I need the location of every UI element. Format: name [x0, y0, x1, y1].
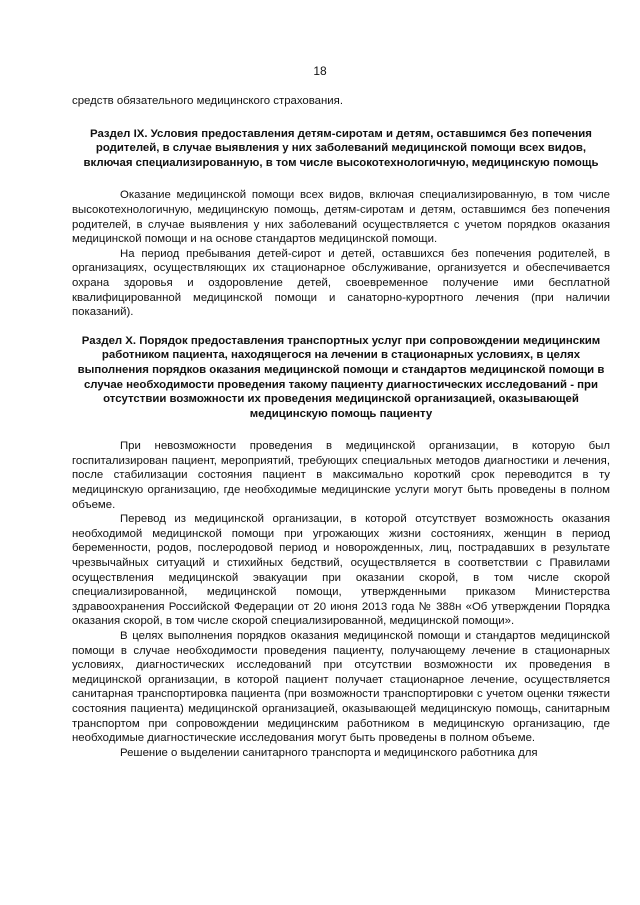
page-content — [72, 94, 610, 760]
section-9-paragraph: Оказание медицинской помощи всех видов, включая специализированную, в том числе высокотехнологичную, медицинскую помощь, детям-сиротам и детям, оставшимся без попечения родителей, в случае выявления у них заболеваний осуществляется с учетом порядков оказания медицинской помощи и на основе стандартов медицинской помощи. — [72, 189, 610, 246]
section-9-heading: Раздел IX. Условия предоставления детям-сиротам и детям, оставшимся без попечения родителей, в случае выявления у них заболеваний медицинской помощи всех видов, включая специализированную, в том числе высокотехнологичную, медицинскую помощь — [83, 127, 599, 169]
section-10-paragraph: В целях выполнения порядков оказания медицинской помощи и стандартов медицинской помощи в случае необходимости проведения пациенту, получающему лечение в стационарных условиях, диагностических исследований при отсутствии возможности их проведения в медицинской организации, в которой пациент получает стационарное лечение, осуществляется санитарная транспортировка пациента (при возможности транспортировки с учетом оценки тяжести состояния пациента) медицинской организацией, оказывающей медицинскую помощь, санитарным транспортом при сопровождении медицинским работником в медицинскую организацию, где необходимые диагностические исследования могут быть проведены в полном объеме. — [72, 630, 610, 745]
section-10-paragraph: Решение о выделении санитарного транспорта и медицинского работника для — [120, 746, 538, 759]
section-10-paragraph: При невозможности проведения в медицинской организации, в которую был госпитализирован пациент, мероприятий, требующих специальных методов диагностики и лечения, после стабилизации состояния пациент в максимально короткий срок переводится в ту медицинскую организацию, где необходимые медицинские услуги могут быть проведены в полном объеме. — [72, 440, 610, 511]
section-9-paragraph: На период пребывания детей-сирот и детей, оставшихся без попечения родителей, в организациях, осуществляющих их стационарное обслуживание, организуется и обеспечивается охрана здоровья и оздоровление детей, своевременное получение ими бесплатной квалифицированной медицинской помощи и санаторно-курортного лечения (при наличии показаний). — [72, 247, 610, 319]
continuation-text: средств обязательного медицинского страхования. — [72, 95, 344, 107]
page-number: 18 — [313, 64, 327, 78]
section-10-heading: Раздел X. Порядок предоставления транспортных услуг при сопровождении медицинским работником пациента, находящегося на лечении в стационарных условиях, в целях выполнения порядков оказания медицинской помощи и стандартов медицинской помощи в случае необходимости проведения такому пациенту диагностических исследований - при отсутствии возможности их проведения медицинской организацией, оказывающей медицинскую помощь пациенту — [77, 334, 605, 420]
section-10-paragraph: Перевод из медицинской организации, в которой отсутствует возможность оказания необходимой медицинской помощи при угрожающих жизни состояниях, женщин в период беременности, родов, послеродовой период и новорожденных, лиц, пострадавших в результате чрезвычайных ситуаций и стихийных бедствий, осуществляется в соответствии с Правилами осуществления медицинской эвакуации при оказании скорой, в том числе скорой специализированной, медицинской помощи, утвержденными приказом Министерства здравоохранения Российской Федерации от 20 июня 2013 года № 388н «Об утверждении Порядка оказания скорой, в том числе скорой специализированной, медицинской помощи». — [72, 513, 610, 628]
